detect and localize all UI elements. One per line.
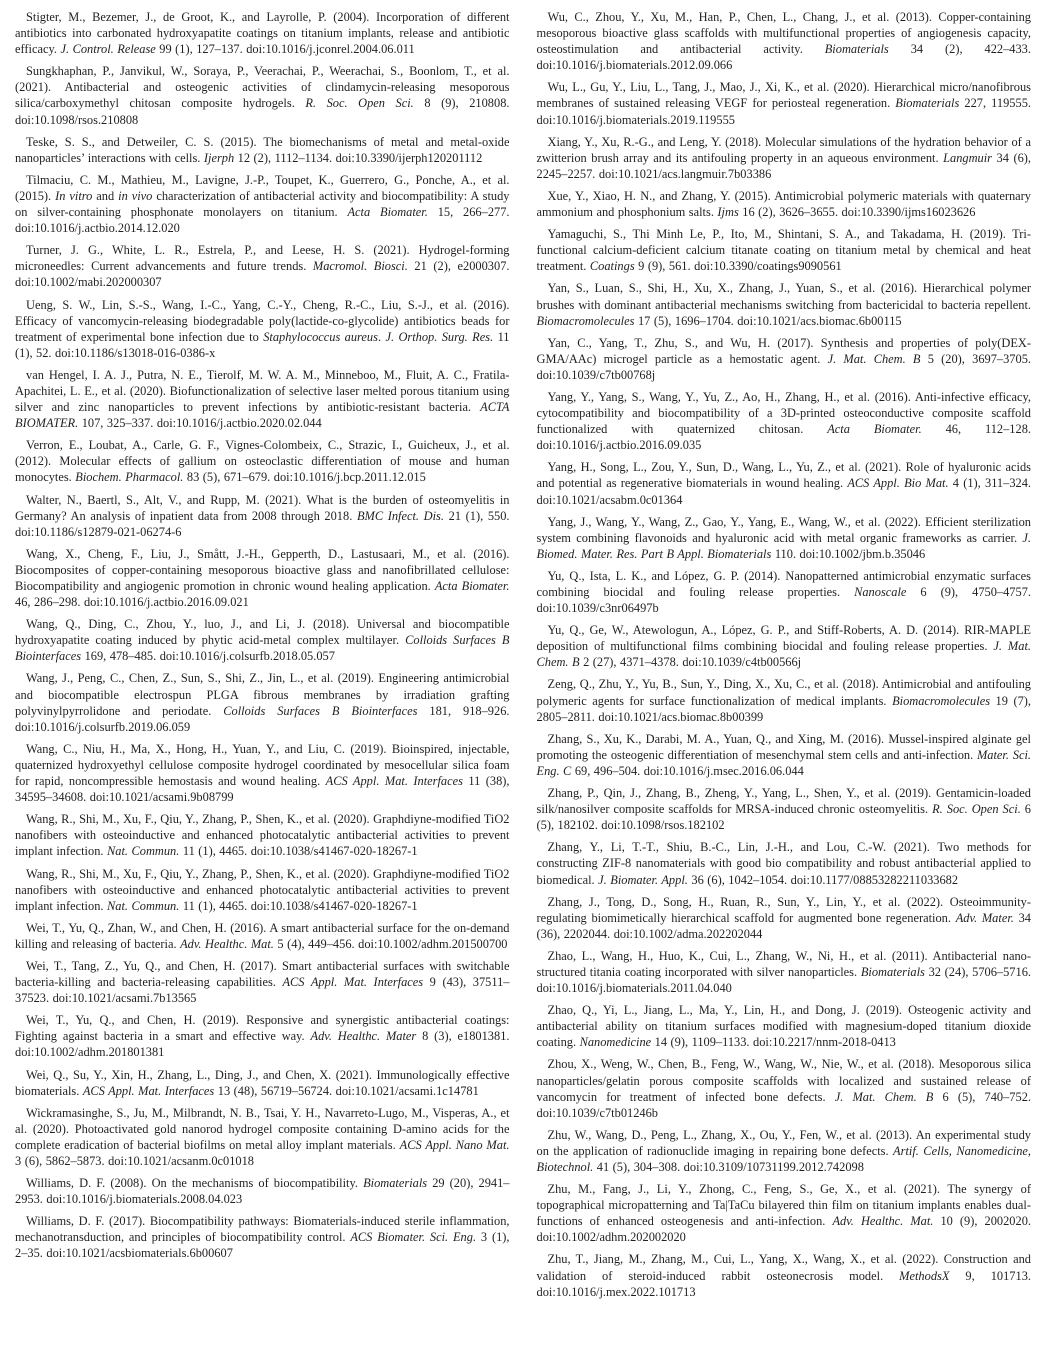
reference-text: 3 (6), 5862–5873. doi:10.1021/acsanm.0c01018	[15, 1154, 254, 1168]
reference-text: 6 (5), 740–752. doi:10.1039/c7tb01246b	[536, 1089, 1031, 1120]
reference-entry	[537, 459, 1032, 507]
reference-entry	[537, 1251, 1032, 1299]
journal-name: Acta Biomater.	[434, 579, 510, 593]
reference-entry	[15, 1105, 510, 1169]
journal-name: Nat. Commun.	[107, 898, 180, 913]
reference-text: Zhu, T., Jiang, M., Zhang, M., Cui, L., Yang, X., Wang, X., et al. (2022). Construction and validation of steroid-induced rabbit osteonecrosis model.	[536, 1252, 1031, 1283]
journal-name: ACS Appl. Mat. Interfaces	[82, 1083, 215, 1098]
journal-name: in vivo	[118, 188, 153, 203]
journal-name: ACS Biomater. Sci. Eng.	[350, 1230, 477, 1245]
reference-text: Verron, E., Loubat, A., Carle, G. F., Vignes-Colombeix, C., Strazic, I., Guicheux, J., et al. (2012). Molecular effects of gallium on osteoclastic differentiation of mouse and human monocytes.	[15, 438, 510, 485]
reference-text: Zhao, Q., Yi, L., Jiang, L., Ma, Y., Lin, H., and Dong, J. (2019). Osteogenic activity and antibacterial ability on titanium surfaces modified with magnesium-doped titanium dioxide coating.	[536, 1003, 1031, 1050]
journal-name: J. Mat. Chem. B	[827, 351, 921, 366]
journal-name: Artif. Cells, Nanomedicine, Biotechnol.	[536, 1143, 1031, 1174]
reference-entry	[15, 297, 510, 361]
reference-text: Teske, S. S., and Detweiler, C. S. (2015). The biomechanisms of metal and metal-oxide nanoparticles’ interactions with cells.	[15, 134, 510, 165]
reference-text: Williams, D. F. (2008). On the mechanisms of biocompatibility.	[26, 1176, 364, 1191]
reference-text: Wang, R., Shi, M., Xu, F., Qiu, Y., Zhang, P., Shen, K., et al. (2020). Graphdiyne-modified TiO2 nanofibers with osteoinductive and enhanced photocatalytic antibacterial activities to prevent implant infection.	[15, 866, 510, 913]
reference-entry	[15, 920, 510, 952]
reference-text: 41 (5), 304–308. doi:10.3109/10731199.2012.742098	[593, 1160, 864, 1174]
journal-name: ACS Appl. Nano Mat.	[399, 1137, 510, 1152]
reference-text: Zhu, M., Fang, J., Li, Y., Zhong, C., Feng, S., Ge, X., et al. (2021). The synergy of topographical micropatterning and Ta|TaCu bilayered thin film on titanium implants enables dual-functions of enhanced osteogenesis and anti-infection.	[536, 1182, 1031, 1229]
reference-entry	[15, 367, 510, 431]
reference-text: Yu, Q., Ista, L. K., and López, G. P. (2014). Nanopatterned antimicrobial enzymatic surfaces combining biocidal and fouling release properties.	[536, 568, 1031, 599]
reference-entry	[537, 79, 1032, 127]
journal-name: J. Orthop. Surg. Res.	[385, 329, 494, 344]
reference-text: 8 (9), 210808. doi:10.1098/rsos.210808	[15, 96, 510, 127]
reference-text: 14 (9), 1109–1133. doi:10.2217/nnm-2018-0413	[651, 1035, 896, 1050]
reference-entry	[537, 226, 1032, 274]
reference-entry	[537, 1127, 1032, 1175]
reference-entry	[537, 622, 1032, 670]
reference-text: 16 (2), 3626–3655. doi:10.3390/ijms16023626	[738, 205, 976, 220]
reference-entry	[537, 1056, 1032, 1120]
journal-name: J. Control. Release	[60, 42, 156, 57]
reference-text: 34 (6), 2245–2257. doi:10.1021/acs.langmuir.7b03386	[536, 150, 1031, 181]
journal-name: Ijerph	[203, 150, 235, 165]
reference-text: 46, 286–298. doi:10.1016/j.actbio.2016.09.021	[15, 595, 249, 610]
reference-text: Stigter, M., Bezemer, J., de Groot, K., and Layrolle, P. (2004). Incorporation of different antibiotics into carbonated hydroxyapatite coatings on titanium implants, release and antibiotic efficacy.	[15, 10, 510, 57]
reference-entry	[537, 568, 1032, 616]
journal-name: Biomaterials	[895, 96, 960, 111]
reference-text: van Hengel, I. A. J., Putra, N. E., Tierolf, M. W. A. M., Minneboo, M., Fluit, A. C., Fratila-Apachitei, L. E., et al. (2020). Biofunctionalization of selective laser melted porous titanium using silver and zinc nanoparticles to prevent infections by antibiotic-resistant bacteria.	[15, 367, 510, 415]
reference-text: 6 (5), 182102. doi:10.1098/rsos.182102	[536, 802, 1031, 833]
reference-text: 227, 119555. doi:10.1016/j.biomaterials.2019.119555	[536, 96, 1031, 127]
reference-text: Zhao, L., Wang, H., Huo, K., Cui, L., Zhang, W., Ni, H., et al. (2011). Antibacterial nano-structured titania coating incorporated with silver nanoparticles.	[536, 948, 1031, 979]
reference-text: 9 (9), 561. doi:10.3390/coatings9090561	[634, 259, 842, 274]
reference-text: 13 (48), 56719–56724. doi:10.1021/acsami.1c14781	[214, 1083, 479, 1098]
journal-name: MethodsX	[899, 1268, 950, 1283]
reference-text: Yang, J., Wang, Y., Wang, Z., Gao, Y., Yang, E., Wang, W., et al. (2022). Efficient sterilization system combining flavonoids and hyaluronic acid with metal organic frameworks as carrier.	[536, 514, 1031, 545]
reference-text: 32 (24), 5706–5716. doi:10.1016/j.biomaterials.2011.04.040	[536, 964, 1031, 996]
reference-text: 34 (2), 422–433. doi:10.1016/j.biomaterials.2012.09.066	[536, 42, 1031, 73]
reference-text: Yan, S., Luan, S., Shi, H., Xu, X., Zhang, J., Yuan, S., et al. (2016). Hierarchical polymer brushes with dominant antibacterial mechanisms switching from bactericidal to bacteria repellent.	[536, 281, 1031, 312]
reference-entry	[537, 188, 1032, 220]
reference-text: Xue, Y., Xiao, H. N., and Zhang, Y. (2015). Antimicrobial polymeric materials with quaternary ammonium and phosphonium salts.	[536, 188, 1031, 220]
references-column-right	[537, 9, 1032, 1350]
reference-text: Zhang, P., Qin, J., Zhang, B., Zheng, Y., Yang, L., Shen, Y., et al. (2019). Gentamicin-loaded silk/nanosilver composite scaffolds for MRSA-induced chronic osteomyelitis.	[536, 786, 1031, 817]
reference-text: 3 (1), 2–35. doi:10.1021/acsbiomaterials.6b00607	[15, 1230, 510, 1261]
reference-entry	[15, 1067, 510, 1099]
reference-text: 17 (5), 1696–1704. doi:10.1021/acs.biomac.6b00115	[634, 313, 902, 328]
reference-entry	[537, 389, 1032, 453]
journal-name: Mater. Sci. Eng. C	[536, 747, 1031, 778]
reference-text: Wang, Q., Ding, C., Zhou, Y., luo, J., and Li, J. (2018). Universal and biocompatible hydroxyapatite coating induced by phytic acid-metal complex multilayer.	[15, 617, 510, 648]
reference-entry	[15, 1012, 510, 1060]
reference-entry	[15, 63, 510, 127]
reference-entry	[15, 134, 510, 166]
journal-name: Nat. Commun.	[107, 844, 180, 859]
reference-text: 11 (38), 34595–34608. doi:10.1021/acsami.9b08799	[15, 774, 510, 805]
reference-text: Wei, T., Tang, Z., Yu, Q., and Chen, H. (2017). Smart antibacterial surfaces with switchable bacteria-killing and bacteria-releasing capabilities.	[15, 958, 510, 990]
journal-name: ACTA BIOMATER.	[15, 400, 510, 431]
reference-text: 21 (2), e2000307. doi:10.1002/mabi.202000307	[15, 259, 510, 290]
journal-name: Staphylococcus aureus	[263, 329, 378, 344]
reference-text: Sungkhaphan, P., Janvikul, W., Soraya, P., Veerachai, P., Weerachai, S., Boonlom, T., et al. (2021). Antibacterial and osteogenic activities of clindamycin-releasing mesoporous silica/carboxymethyl chitosan composite hydrogels.	[15, 64, 510, 111]
reference-entry	[537, 335, 1032, 383]
journal-name: J. Mat. Chem. B	[834, 1089, 934, 1104]
journal-name: Colloids Surfaces B Biointerfaces	[223, 703, 418, 718]
reference-text: Williams, D. F. (2017). Biocompatibility pathways: Biomaterials-induced sterile inflammation, mechanotransduction, and principles of biocompatibility control.	[15, 1214, 510, 1245]
journal-name: J. Biomed. Mater. Res. Part B Appl. Biomaterials	[536, 530, 1031, 561]
reference-text: 11 (1), 4465. doi:10.1038/s41467-020-18267-1	[179, 898, 418, 913]
reference-text: Yan, C., Yang, T., Zhu, S., and Wu, H. (2017). Synthesis and properties of poly(DEX-GMA/AAc) microgel particle as a hemostatic agent.	[536, 335, 1031, 366]
reference-text: 11 (1), 52. doi:10.1186/s13018-016-0386-x	[15, 329, 510, 360]
journal-name: Adv. Mater.	[955, 910, 1014, 925]
reference-text: 9 (43), 37511–37523. doi:10.1021/acsami.7b13565	[15, 975, 510, 1006]
reference-text: Zhang, Y., Li, T.-T., Shiu, B.-C., Lin, J.-H., and Lou, C.-W. (2021). Two methods for constructing ZIF-8 nanomaterials with good bio compatibility and robust antibacterial applied to biomedical.	[536, 840, 1031, 887]
journal-name: In vitro	[55, 188, 93, 203]
reference-entry	[537, 514, 1032, 562]
reference-text: Zeng, Q., Zhu, Y., Yu, B., Sun, Y., Ding, X., Xu, C., et al. (2018). Antimicrobial and antifouling polymeric agents for surface functionalization of medical implants.	[536, 677, 1031, 708]
reference-text: Zhang, S., Xu, K., Darabi, M. A., Yuan, Q., and Xing, M. (2016). Mussel-inspired alginate gel promoting the osteogenic differentiation of mesenchymal stem cells and anti-infection.	[536, 731, 1031, 762]
reference-text: Yang, Y., Yang, S., Wang, Y., Yu, Z., Ao, H., Zhang, H., et al. (2016). Anti-infective efficacy, cytocompatibility and biocompatibility of a 3D-printed osteoconductive composite scaffold functionalized with quaternized chitosan.	[536, 389, 1031, 437]
reference-text: Yamaguchi, S., Thi Minh Le, P., Ito, M., Shintani, S. A., and Takadama, H. (2019). Tri-functional calcium-deficient calcium titanate coating on titanium metal by chemical and heat treatment.	[536, 227, 1031, 274]
reference-text: Wang, C., Niu, H., Ma, X., Hong, H., Yuan, Y., and Liu, C. (2019). Bioinspired, injectable, quaternized hydroxyethyl cellulose composite hydrogel coordinated by mesocellular silica foam for rapid, noncompressible hemostasis and wound healing.	[15, 741, 510, 789]
reference-text: 107, 325–337. doi:10.1016/j.actbio.2020.02.044	[78, 416, 322, 431]
reference-text: 10 (9), 2002020. doi:10.1002/adhm.202002020	[536, 1214, 1031, 1245]
reference-entry	[537, 9, 1032, 73]
journal-name: Biomaterials	[824, 42, 889, 57]
reference-entry	[15, 1175, 510, 1207]
reference-text: 181, 918–926. doi:10.1016/j.colsurfb.2019.06.059	[15, 703, 510, 734]
reference-text: 34 (36), 2202044. doi:10.1002/adma.202202044	[536, 910, 1031, 941]
journal-name: BMC Infect. Dis.	[356, 508, 444, 523]
reference-text: Zhang, J., Tong, D., Song, H., Ruan, R., Sun, Y., Lin, Y., et al. (2022). Osteoimmunity-regulating biomimetically hierarchical scaffold for augmented bone regeneration.	[536, 894, 1031, 925]
journal-name: Nanomedicine	[579, 1035, 652, 1050]
reference-text: 19 (7), 2805–2811. doi:10.1021/acs.biomac.8b00399	[536, 693, 1031, 724]
reference-text: 6 (9), 4750–4757. doi:10.1039/c3nr06497b	[536, 585, 1031, 616]
reference-entry	[537, 731, 1032, 779]
reference-entry	[15, 811, 510, 859]
reference-text: 5 (20), 3697–3705. doi:10.1039/c7tb00768j	[536, 351, 1031, 382]
reference-text: 169, 478–485. doi:10.1016/j.colsurfb.2018.05.057	[81, 649, 335, 664]
journal-name: J. Biomater. Appl.	[598, 872, 688, 887]
journal-name: Macromol. Biosci.	[312, 259, 408, 274]
reference-entry	[15, 546, 510, 610]
reference-entry	[15, 670, 510, 734]
reference-text: 9, 101713. doi:10.1016/j.mex.2022.101713	[536, 1268, 1031, 1299]
journal-name: Ijms	[717, 205, 739, 220]
reference-entry	[15, 616, 510, 664]
reference-entry	[537, 1002, 1032, 1050]
reference-text: 46, 112–128. doi:10.1016/j.actbio.2016.09.035	[536, 422, 1031, 453]
reference-text: Xiang, Y., Xu, R.-G., and Leng, Y. (2018). Molecular simulations of the hydration behavior of a zwitterion brush array and its antifouling property in an aqueous environment.	[536, 134, 1031, 165]
reference-entry	[15, 958, 510, 1006]
journal-name: Nanoscale	[854, 585, 907, 599]
journal-name: Colloids Surfaces B Biointerfaces	[15, 633, 510, 664]
journal-name: Adv. Healthc. Mater	[310, 1029, 417, 1044]
reference-text: Yu, Q., Ge, W., Atewologun, A., López, G. P., and Stiff-Roberts, A. D. (2014). RIR-MAPLE deposition of multifunctional films combining biocidal and fouling release properties.	[536, 623, 1031, 654]
journal-name: Biomaterials	[860, 964, 925, 979]
reference-text: Zhou, X., Weng, W., Chen, B., Feng, W., Wang, W., Nie, W., et al. (2018). Mesoporous silica nanoparticles/gelatin porous composite scaffolds with localized and sustained release of vancomycin for treatment of infected bone defects.	[536, 1057, 1031, 1104]
journal-name: Biomacromolecules	[536, 313, 635, 328]
reference-entry	[15, 1213, 510, 1261]
reference-text: 83 (5), 671–679. doi:10.1016/j.bcp.2011.12.015	[183, 470, 426, 485]
journal-name: R. Soc. Open Sci.	[932, 802, 1021, 817]
reference-text: Wu, C., Zhou, Y., Xu, M., Han, P., Chen, L., Chang, J., et al. (2013). Copper-containing mesoporous bioactive glass scaffolds with multifunctional properties of angiogenesis capacity, osteostimulation and antibacterial activity.	[536, 10, 1031, 57]
reference-entry	[15, 492, 510, 540]
reference-text: 15, 266–277. doi:10.1016/j.actbio.2014.12.020	[15, 205, 510, 236]
reference-entry	[15, 9, 510, 57]
reference-text: 69, 496–504. doi:10.1016/j.msec.2016.06.044	[571, 763, 804, 778]
reference-text: 99 (1), 127–137. doi:10.1016/j.jconrel.2004.06.011	[155, 42, 415, 57]
journal-name: Acta Biomater.	[827, 422, 922, 437]
reference-text: Wu, L., Gu, Y., Liu, L., Tang, J., Mao, J., Xi, K., et al. (2020). Hierarchical micro/nanofibrous membranes of sustained releasing VEGF for periosteal regeneration.	[536, 80, 1031, 111]
journal-name: Coatings	[589, 259, 635, 274]
reference-entry	[537, 676, 1032, 724]
reference-text: 110. doi:10.1002/jbm.b.35046	[771, 546, 926, 561]
reference-text: Wei, Q., Su, Y., Xin, H., Zhang, L., Ding, J., and Chen, X. (2021). Immunologically effective biomaterials.	[15, 1067, 510, 1098]
reference-text: Wei, T., Yu, Q., Zhan, W., and Chen, H. (2016). A smart antibacterial surface for the on-demand killing and releasing of bacteria.	[15, 920, 510, 951]
journal-name: J. Mat. Chem. B	[536, 639, 1031, 670]
reference-entry	[15, 866, 510, 914]
journal-name: Adv. Healthc. Mat.	[832, 1214, 934, 1229]
journal-name: R. Soc. Open Sci.	[305, 96, 414, 111]
reference-entry	[537, 948, 1032, 996]
references-column-left	[15, 9, 510, 1350]
reference-entry	[537, 785, 1032, 833]
reference-text: 36 (6), 1042–1054. doi:10.1177/08853282211033682	[687, 872, 959, 887]
reference-text: 5 (4), 449–456. doi:10.1002/adhm.201500700	[273, 936, 508, 951]
journal-name: ACS Appl. Mat. Interfaces	[325, 774, 463, 789]
journal-name: Langmuir	[943, 150, 992, 165]
reference-text: Turner, J. G., White, L. R., Estrela, P., and Leese, H. S. (2021). Hydrogel-forming microneedles: Current advancements and future trends.	[15, 243, 510, 274]
reference-text: Wickramasinghe, S., Ju, M., Milbrandt, N. B., Tsai, Y. H., Navarreto-Lugo, M., Visperas, A., et al. (2020). Photoactivated gold nanorod hydrogel composite containing D-amino acids for the complete eradication of bacterial biofilms on metal alloy implant materials.	[15, 1105, 510, 1152]
reference-entry	[537, 280, 1032, 328]
journal-name: ACS Appl. Bio Mat.	[847, 476, 949, 491]
reference-text: Yang, H., Song, L., Zou, Y., Sun, D., Wang, L., Yu, Z., et al. (2021). Role of hyaluronic acids and potential as regenerative biomaterials in wound healing.	[536, 460, 1031, 491]
journal-name: Biochem. Pharmacol.	[75, 470, 184, 485]
journal-name: Biomacromolecules	[892, 693, 991, 708]
reference-entry	[537, 134, 1032, 182]
reference-text: 12 (2), 1112–1134. doi:10.3390/ijerph120201112	[234, 150, 483, 165]
reference-text: Wang, X., Cheng, F., Liu, J., Smått, J.-H., Gepperth, D., Lastusaari, M., et al. (2016). Biocomposites of copper-containing mesoporous bioactive glass and nanofibrillated cellulose: Biocompatibility and angiogenic promotion in chronic wound healing application.	[15, 546, 510, 593]
reference-entry	[15, 172, 510, 236]
reference-text: .	[377, 329, 386, 344]
reference-entry	[537, 894, 1032, 942]
journal-name: Acta Biomater.	[347, 205, 428, 220]
reference-text: Ueng, S. W., Lin, S.-S., Wang, I.-C., Yang, C.-Y., Cheng, R.-C., Liu, S.-J., et al. (2016). Efficacy of vancomycin-releasing biodegradable poly(lactide-co-glycolide) antibiotics beads for treatment of experimental bone infection due to	[15, 297, 510, 344]
journal-name: Adv. Healthc. Mat.	[180, 936, 274, 951]
reference-text: Tilmaciu, C. M., Mathieu, M., Lavigne, J.-P., Toupet, K., Guerrero, G., Ponche, A., et al. (2015).	[15, 172, 510, 203]
reference-entry	[537, 1181, 1032, 1245]
reference-text: 8 (3), e1801381. doi:10.1002/adhm.201801381	[15, 1029, 510, 1060]
reference-text: 29 (20), 2941–2953. doi:10.1016/j.biomaterials.2008.04.023	[15, 1176, 510, 1207]
reference-text: Walter, N., Baertl, S., Alt, V., and Rupp, M. (2021). What is the burden of osteomyelitis in Germany? An analysis of inpatient data from 2008 through 2018.	[15, 492, 510, 523]
reference-text: 2 (27), 4371–4378. doi:10.1039/c4tb00566j	[579, 655, 802, 670]
reference-entry	[537, 839, 1032, 887]
reference-text: 4 (1), 311–324. doi:10.1021/acsabm.0c01364	[536, 476, 1032, 507]
reference-text: Wei, T., Yu, Q., and Chen, H. (2019). Responsive and synergistic antibacterial coatings: Fighting against bacteria in a smart and effective way.	[15, 1013, 510, 1044]
reference-text: 21 (1), 550. doi:10.1186/s12879-021-06274-6	[15, 508, 510, 539]
reference-text: and	[92, 188, 119, 203]
reference-text: characterization of antibacterial activity and biocompatibility: A study on silver-containing phosphonate monolayers on titanium.	[15, 188, 510, 220]
reference-entry	[15, 741, 510, 805]
journal-name: Biomaterials	[363, 1176, 428, 1191]
reference-text: Wang, R., Shi, M., Xu, F., Qiu, Y., Zhang, P., Shen, K., et al. (2020). Graphdiyne-modified TiO2 nanofibers with osteoinductive and enhanced photocatalytic antibacterial activities to prevent implant infection.	[15, 812, 510, 859]
reference-entry	[15, 437, 510, 485]
reference-text: 11 (1), 4465. doi:10.1038/s41467-020-18267-1	[179, 844, 418, 859]
journal-name: ACS Appl. Mat. Interfaces	[282, 975, 424, 990]
reference-entry	[15, 242, 510, 290]
reference-text: Zhu, W., Wang, D., Peng, L., Zhang, X., Ou, Y., Fen, W., et al. (2013). An experimental study on the application of radionuclide imaging in repairing bone defects.	[536, 1127, 1031, 1158]
reference-text: Wang, J., Peng, C., Chen, Z., Sun, S., Shi, Z., Jin, L., et al. (2019). Engineering antimicrobial and biocompatible electrospun PLGA fibrous membranes by irradiation grafting polyvinylpyrrolidone and periodate.	[15, 671, 510, 718]
